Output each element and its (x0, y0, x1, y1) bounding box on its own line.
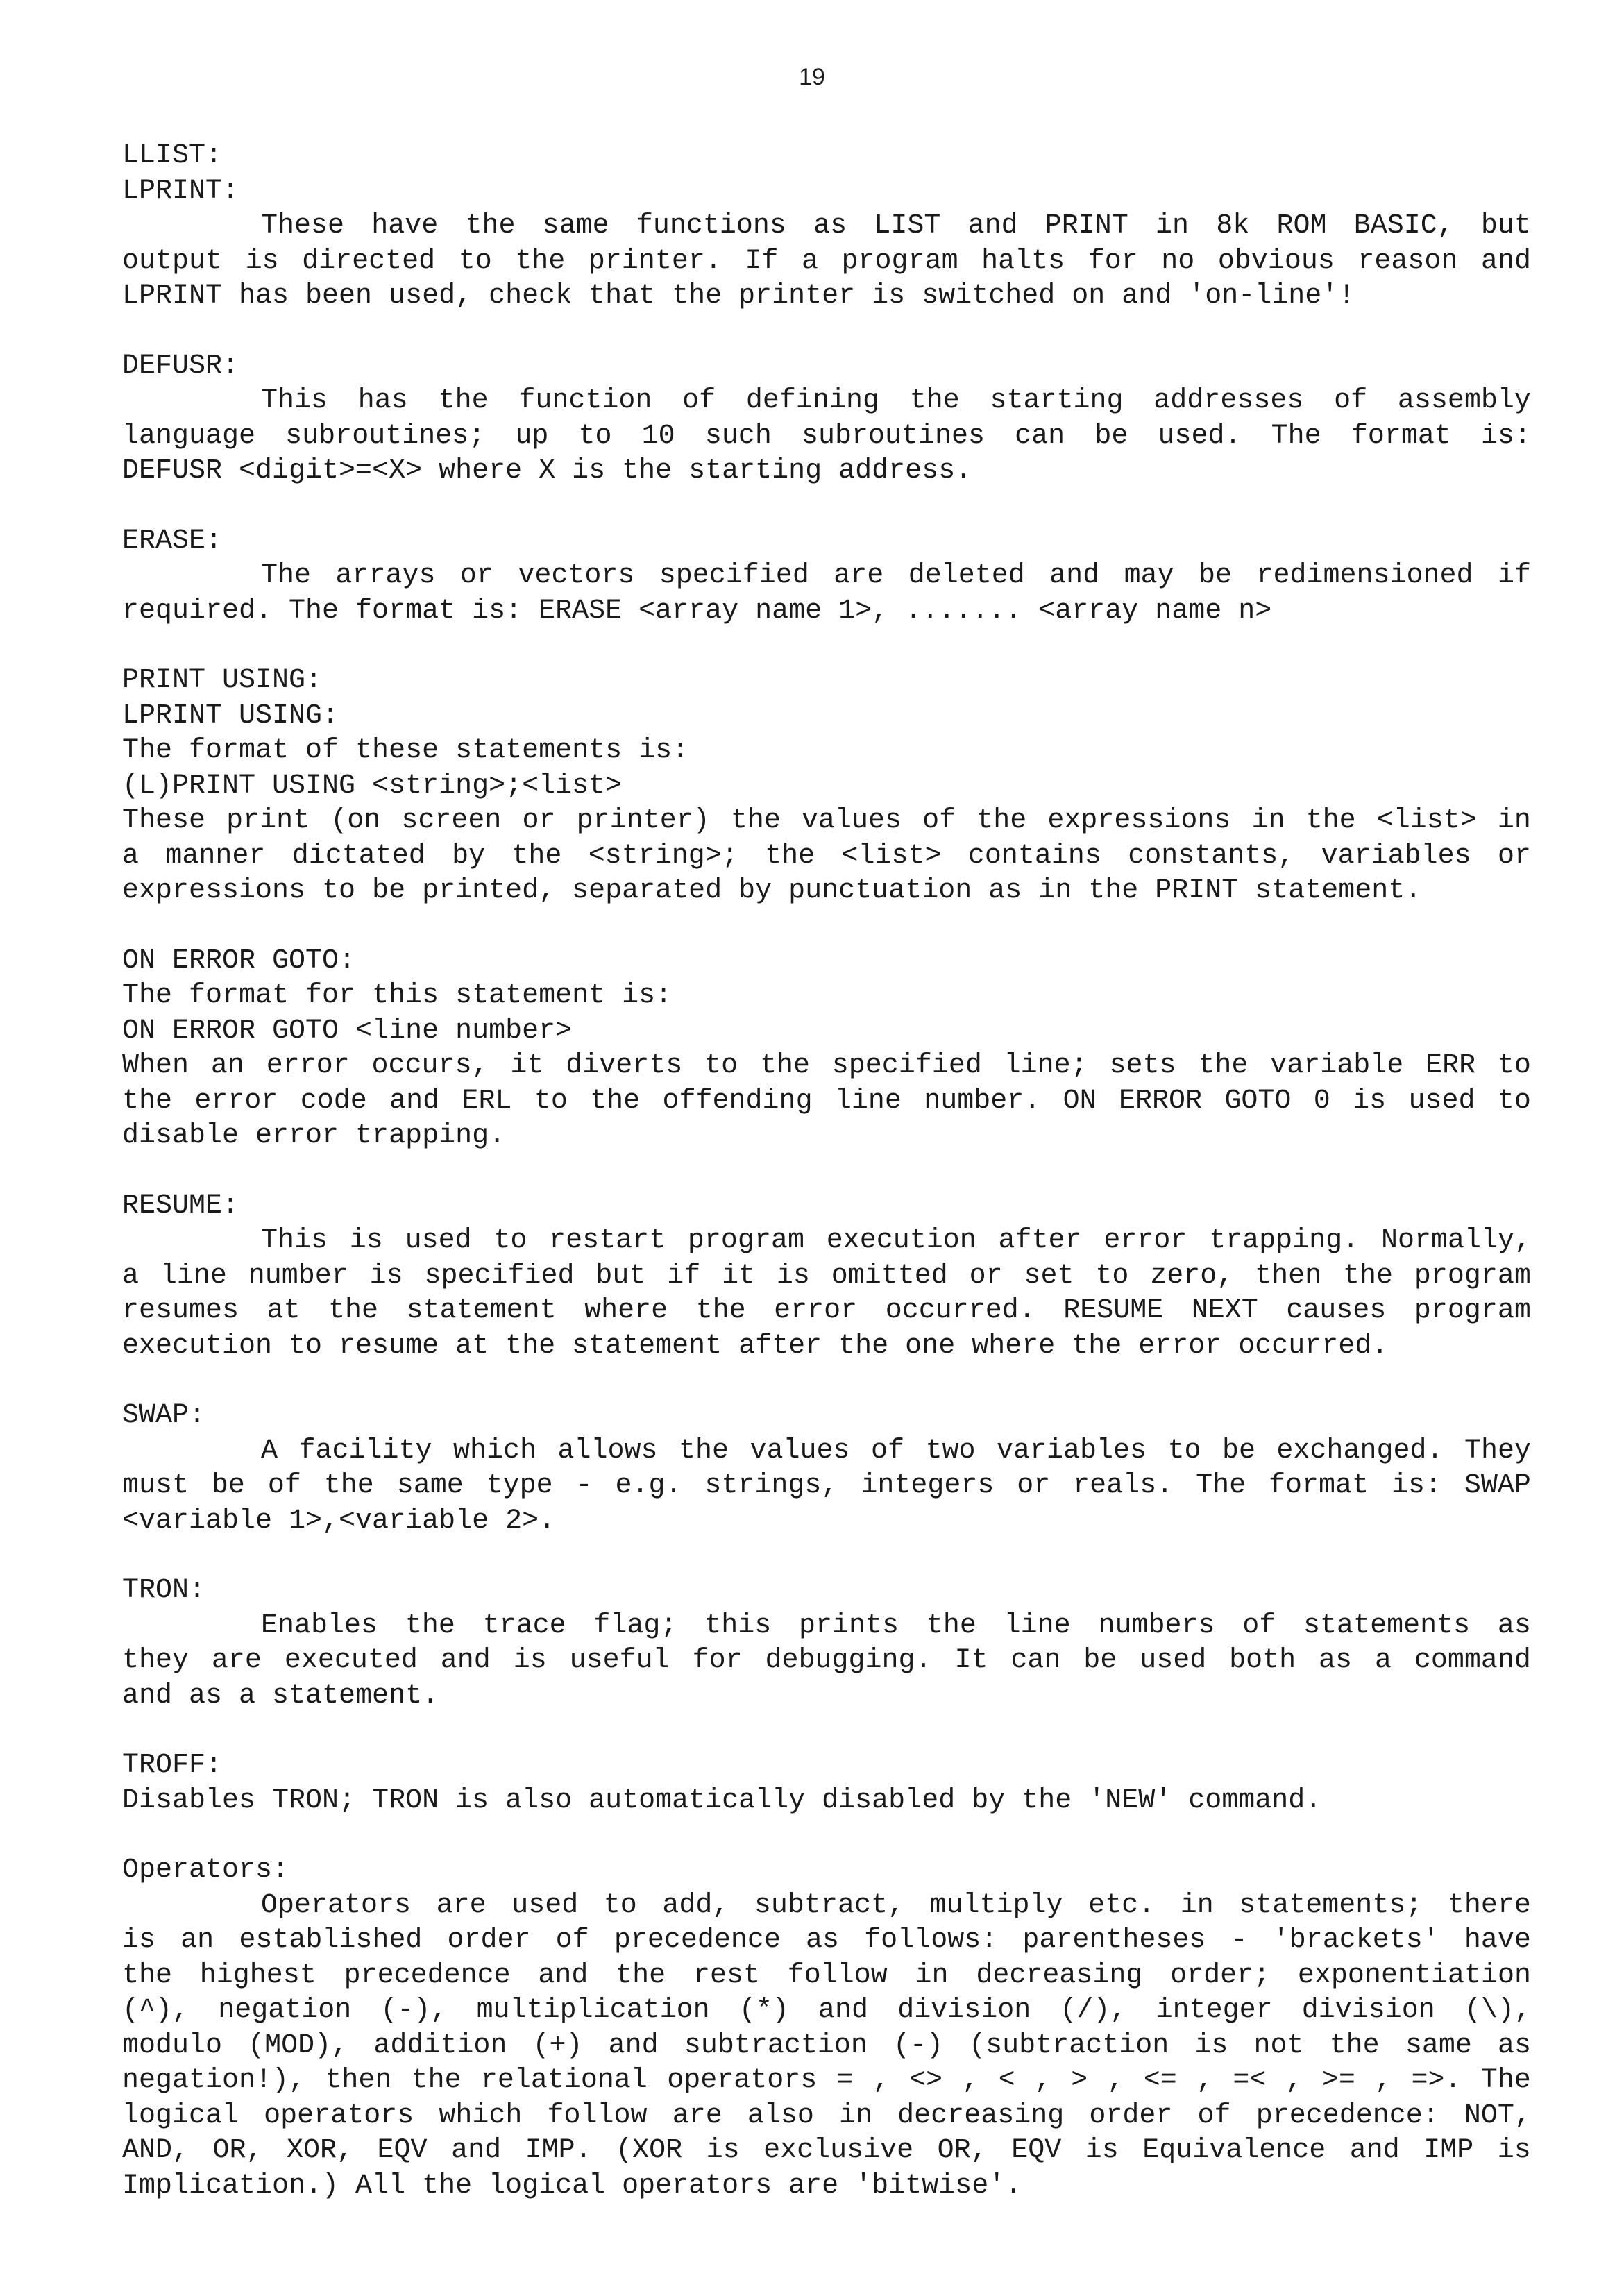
body-text-line: Disables TRON; TRON is also automatically disabled by the 'NEW' command. (122, 1784, 1322, 1816)
body-text-line: modulo (MOD), addition (+) and subtraction (-) (subtraction is not the same as (122, 2029, 1531, 2061)
section-subheading: ON ERROR GOTO <line number> (122, 1015, 573, 1047)
body-text-line: Enables the trace flag; this prints the line numbers of statements as (261, 1610, 1531, 1641)
section-subheading: The format of these statements is: (122, 735, 689, 766)
body-text-line: This is used to restart program execution after error trapping. Normally, (261, 1225, 1531, 1256)
document-body (122, 139, 1531, 2238)
body-text-line: must be of the same type - e.g. strings, integers or reals. The format is: SWAP (122, 1470, 1531, 1501)
body-text-line: resumes at the statement where the error occurred. RESUME NEXT causes program (122, 1295, 1531, 1326)
body-text-line: AND, OR, XOR, EQV and IMP. (XOR is exclusive OR, EQV is Equivalence and IMP is (122, 2135, 1531, 2166)
body-text-line: negation!), then the relational operators = , <> , < , > , <= , =< , >= , =>. The (122, 2065, 1531, 2096)
section-heading: TROFF: (122, 1750, 223, 1781)
body-text-line: the error code and ERL to the offending line number. ON ERROR GOTO 0 is used to (122, 1085, 1531, 1117)
body-text-line: the highest precedence and the rest follow in decreasing order; exponentiation (122, 1959, 1531, 1991)
section-subheading: (L)PRINT USING <string>;<list> (122, 770, 623, 802)
body-text-line: required. The format is: ERASE <array name 1>, ....... <array name n> (122, 595, 1272, 627)
body-text-line: DEFUSR <digit>=<X> where X is the starting address. (122, 455, 972, 487)
body-text-line: and as a statement. (122, 1680, 439, 1712)
section-heading: SWAP: (122, 1400, 206, 1431)
section-heading: PRINT USING: (122, 665, 323, 696)
body-text-line: <variable 1>,<variable 2>. (122, 1505, 556, 1537)
section-heading: ON ERROR GOTO: (122, 945, 356, 977)
body-text-line: This has the function of defining the starting addresses of assembly (261, 385, 1531, 416)
section-heading: TRON: (122, 1575, 206, 1606)
section (122, 349, 1531, 489)
body-text-line: language subroutines; up to 10 such subroutines can be used. The format is: (122, 420, 1531, 452)
page-number: 19 (799, 64, 825, 90)
section-subheading: LPRINT USING: (122, 700, 339, 732)
section (122, 1189, 1531, 1365)
section (122, 1573, 1531, 1714)
body-text-line: When an error occurs, it diverts to the specified line; sets the variable ERR to (122, 1050, 1531, 1081)
body-text-line: is an established order of precedence as follows: parentheses - 'brackets' have (122, 1925, 1531, 1956)
section (122, 1853, 1531, 2204)
section-heading: LLIST: (122, 140, 223, 171)
body-text-line: disable error trapping. (122, 1120, 506, 1151)
body-text-line: they are executed and is useful for debugging. It can be used both as a command (122, 1645, 1531, 1676)
body-text-line: Implication.) All the logical operators are 'bitwise'. (122, 2170, 1022, 2202)
body-text-line: (^), negation (-), multiplication (*) and division (/), integer division (\), (122, 1995, 1531, 2026)
body-text-line: a manner dictated by the <string>; the <list> contains constants, variables or (122, 840, 1531, 872)
body-text-line: Operators are used to add, subtract, multiply etc. in statements; there (261, 1889, 1531, 1921)
body-text-line: a line number is specified but if it is omitted or set to zero, then the program (122, 1260, 1531, 1292)
section-heading: RESUME: (122, 1190, 239, 1222)
section-heading: DEFUSR: (122, 350, 239, 382)
section-subheading: The format for this statement is: (122, 980, 673, 1011)
section (122, 1748, 1531, 1818)
body-text-line: LPRINT has been used, check that the printer is switched on and 'on-line'! (122, 280, 1355, 312)
section (122, 139, 1531, 314)
body-text-line: These print (on screen or printer) the values of the expressions in the <list> in (122, 805, 1531, 836)
body-text-line: These have the same functions as LIST and PRINT in 8k ROM BASIC, but (261, 210, 1531, 242)
section (122, 1399, 1531, 1539)
body-text-line: logical operators which follow are also in decreasing order of precedence: NOT, (122, 2100, 1531, 2132)
body-text-line: expressions to be printed, separated by punctuation as in the PRINT statement. (122, 875, 1422, 906)
body-text-line: output is directed to the printer. If a program halts for no obvious reason and (122, 245, 1531, 277)
section (122, 664, 1531, 909)
body-text-line: execution to resume at the statement after the one where the error occurred. (122, 1330, 1389, 1362)
section-heading: ERASE: (122, 525, 223, 557)
body-text-line: A facility which allows the values of two variables to be exchanged. They (261, 1435, 1531, 1467)
section (122, 524, 1531, 630)
section-subheading: LPRINT: (122, 175, 239, 207)
section-heading: Operators: (122, 1855, 289, 1886)
section (122, 944, 1531, 1154)
body-text-line: The arrays or vectors specified are deleted and may be redimensioned if (261, 560, 1531, 591)
